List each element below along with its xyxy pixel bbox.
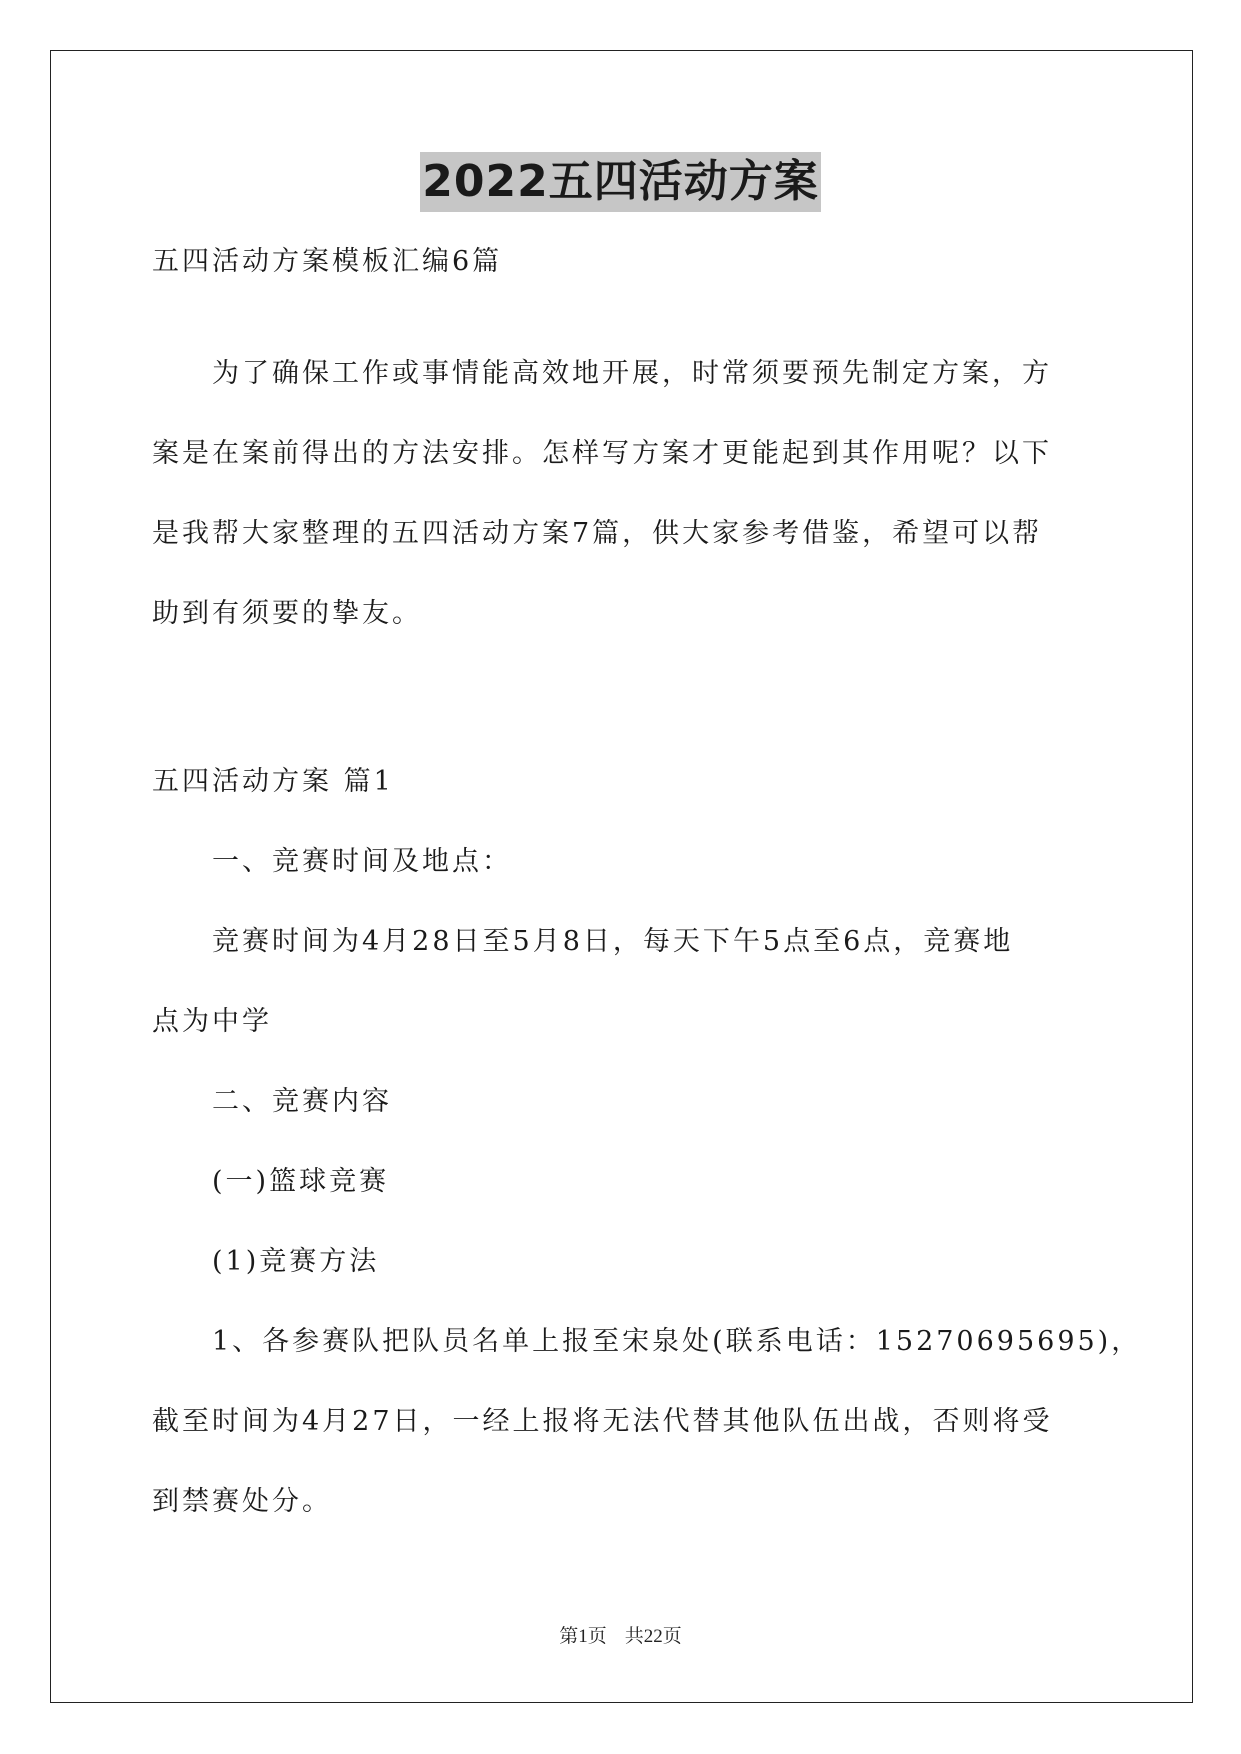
body-line-2: 竞赛时间为4月28日至5月8日，每天下午5点至6点，竞赛地: [212, 926, 1014, 957]
title-container: [0, 152, 1241, 212]
intro-line-1: 为了确保工作或事情能高效地开展，时常须要预先制定方案，方: [212, 358, 1052, 389]
intro-line-4: 助到有须要的挚友。: [152, 598, 422, 629]
body-line-7: 1、各参赛队把队员名单上报至宋泉处(联系电话：15270695695)，: [212, 1326, 1142, 1357]
body-line-9: 到禁赛处分。: [152, 1486, 332, 1517]
body-line-3: 点为中学: [152, 1006, 272, 1037]
section-heading: 五四活动方案 篇1: [152, 766, 394, 797]
body-line-6: (1)竞赛方法: [212, 1246, 380, 1277]
document-title: 2022五四活动方案: [420, 152, 820, 212]
body-line-8: 截至时间为4月27日，一经上报将无法代替其他队伍出战，否则将受: [152, 1406, 1053, 1437]
body-line-5: (一)篮球竞赛: [212, 1166, 390, 1197]
page-number: 第1页: [559, 1626, 607, 1647]
page-footer: [0, 1625, 1241, 1649]
subtitle-line: 五四活动方案模板汇编6篇: [152, 246, 503, 277]
body-line-1: 一、竞赛时间及地点：: [212, 846, 512, 877]
intro-line-3: 是我帮大家整理的五四活动方案7篇，供大家参考借鉴，希望可以帮: [152, 518, 1043, 549]
body-line-4: 二、竞赛内容: [212, 1086, 392, 1117]
intro-line-2: 案是在案前得出的方法安排。怎样写方案才更能起到其作用呢？以下: [152, 438, 1052, 469]
page-total: 共22页: [624, 1626, 682, 1647]
